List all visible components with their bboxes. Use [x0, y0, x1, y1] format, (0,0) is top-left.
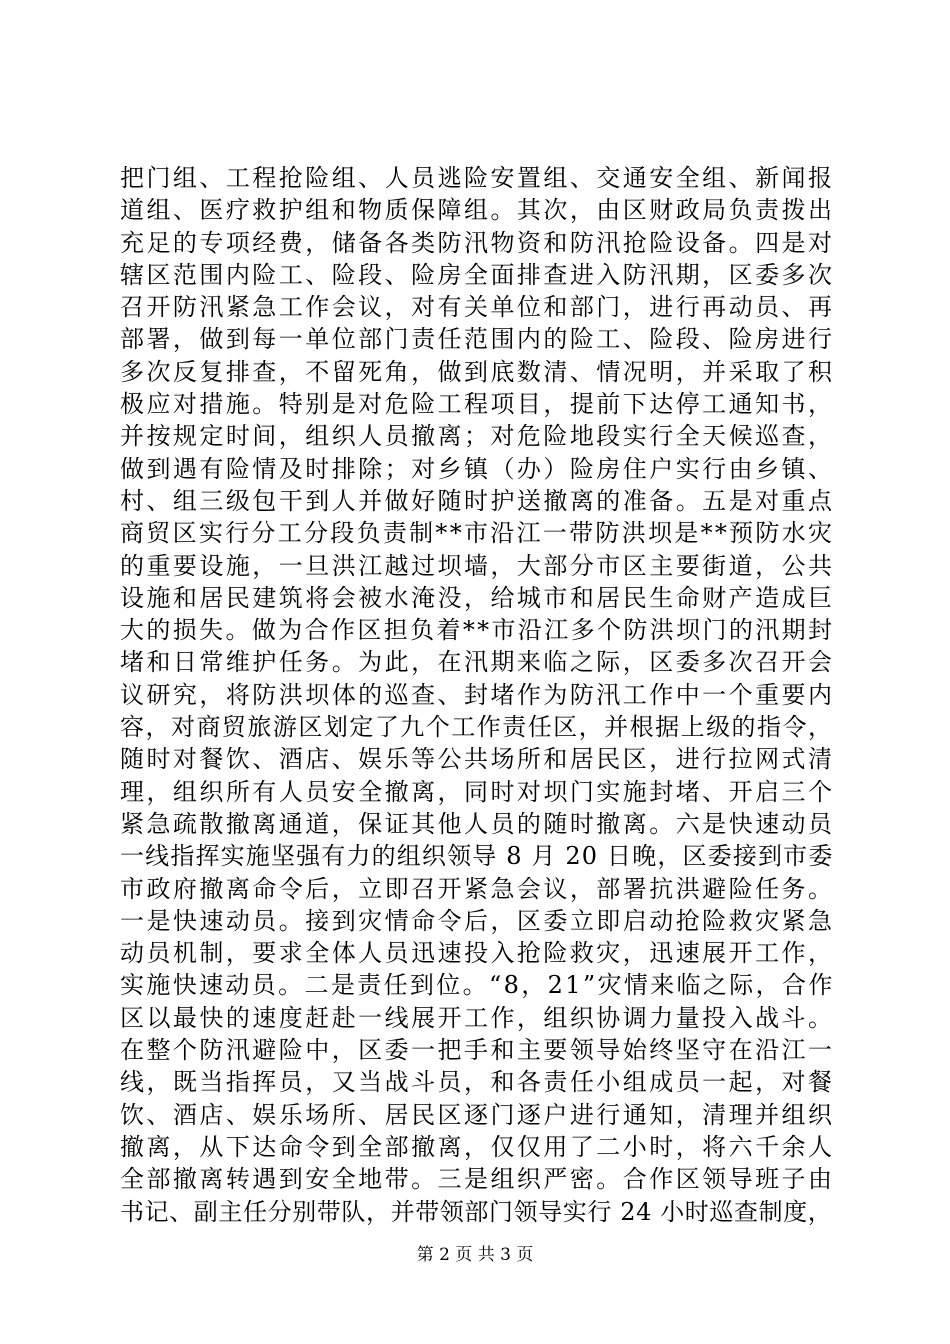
text-line: 辖区范围内险工、险段、险房全面排查进入防汛期，区委多次 — [120, 260, 835, 289]
document-body — [120, 162, 835, 1228]
text-line: 把门组、工程抢险组、人员逃险安置组、交通安全组、新闻报 — [120, 164, 835, 192]
text-line: 召开防汛紧急工作会议，对有关单位和部门，进行再动员、再 — [120, 293, 835, 322]
text-line: 饮、酒店、娱乐场所、居民区逐门逐户进行通知，清理并组织 — [120, 1100, 835, 1129]
text-line: 设施和居民建筑将会被水淹没，给城市和居民生命财产造成巨 — [120, 583, 835, 612]
text-line: 全部撤离转遇到安全地带。三是组织严密。合作区领导班子由 — [120, 1165, 835, 1194]
text-line: 线，既当指挥员，又当战斗员，和各责任小组成员一起，对餐 — [120, 1068, 835, 1097]
text-line: 区以最快的速度赶赴一线展开工作，组织协调力量投入战斗。 — [120, 1003, 835, 1032]
text-line: 动员机制，要求全体人员迅速投入抢险救灾，迅速展开工作， — [120, 939, 835, 968]
text-line: 道组、医疗救护组和物质保障组。其次，由区财政局负责拨出 — [120, 196, 835, 225]
text-line: 紧急疏散撤离通道，保证其他人员的随时撤离。六是快速动员 — [120, 809, 835, 838]
text-line: 理，组织所有人员安全撤离，同时对坝门实施封堵、开启三个 — [120, 777, 835, 806]
text-line: 做到遇有险情及时排除；对乡镇（办）险房住户实行由乡镇、 — [120, 454, 835, 483]
text-line: 部署，做到每一单位部门责任范围内的险工、险段、险房进行 — [120, 325, 835, 354]
text-line: 大的损失。做为合作区担负着**市沿江多个防洪坝门的汛期封 — [120, 616, 835, 645]
text-line: 市政府撤离命令后，立即召开紧急会议，部署抗洪避险任务。 — [120, 874, 835, 903]
text-line: 商贸区实行分工分段负责制**市沿江一带防洪坝是**预防水灾 — [120, 519, 835, 548]
text-line: 随时对餐饮、酒店、娱乐等公共场所和居民区，进行拉网式清 — [120, 745, 835, 774]
text-line: 充足的专项经费，储备各类防汛物资和防汛抢险设备。四是对 — [120, 228, 835, 257]
text-line: 村、组三级包干到人并做好随时护送撤离的准备。五是对重点 — [120, 486, 835, 515]
text-line: 书记、副主任分别带队，并带领部门领导实行 24 小时巡查制度， — [120, 1197, 833, 1226]
text-line: 在整个防汛避险中，区委一把手和主要领导始终坚守在沿江一 — [120, 1036, 835, 1065]
text-line: 极应对措施。特别是对危险工程项目，提前下达停工通知书， — [120, 390, 835, 419]
text-line: 并按规定时间，组织人员撤离；对危险地段实行全天候巡查， — [120, 422, 835, 451]
text-line: 议研究，将防洪坝体的巡查、封堵作为防汛工作中一个重要内 — [120, 680, 835, 709]
text-line: 容，对商贸旅游区划定了九个工作责任区，并根据上级的指令， — [120, 713, 834, 742]
text-line: 的重要设施，一旦洪江越过坝墙，大部分市区主要街道，公共 — [120, 551, 835, 580]
text-line: 堵和日常维护任务。为此，在汛期来临之际，区委多次召开会 — [120, 648, 835, 677]
text-line: 一线指挥实施坚强有力的组织领导 8 月 20 日晚，区委接到市委 — [120, 842, 834, 871]
text-line: 一是快速动员。接到灾情命令后，区委立即启动抢险救灾紧急 — [120, 906, 835, 935]
text-line: 撤离，从下达命令到全部撤离，仅仅用了二小时，将六千余人 — [120, 1132, 835, 1161]
text-line: 多次反复排查，不留死角，做到底数清、情况明，并采取了积 — [120, 357, 835, 386]
page-footer: 第 2 页 共 3 页 — [416, 1245, 534, 1265]
text-line: 实施快速动员。二是责任到位。“8，21”灾情来临之际，合作 — [120, 971, 835, 1000]
